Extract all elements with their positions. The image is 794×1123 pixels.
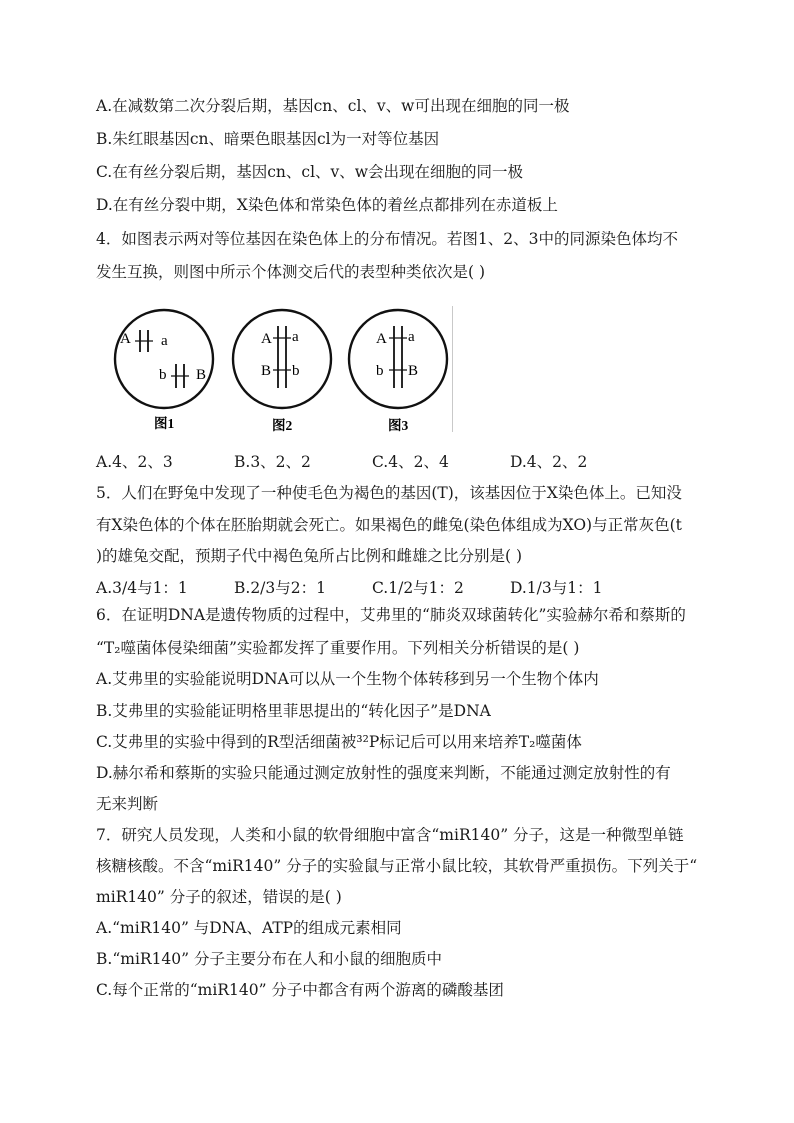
figure-3 [349,310,447,433]
fig1-caption: 图1 [154,416,175,431]
fig3-label-b: b [376,363,384,379]
q4-option-d: D.4、2、2 [510,453,588,471]
q7-stem-line-2: 核糖核酸。不含“miR140” 分子的实验鼠与正常小鼠比较，其软骨严重损伤。下列关于“ [96,857,698,875]
fig3-caption: 图3 [388,418,409,433]
q7-option-a: A.“miR140” 与DNA、ATP的组成元素相同 [96,919,402,937]
q6-stem-line-2: “T₂噬菌体侵染细菌”实验都发挥了重要作用。下列相关分析错误的是( ) [96,639,580,657]
fig2-caption: 图2 [272,418,293,433]
q6-option-d-line-2: 无来判断 [96,795,159,813]
q4-stem-line-1: 4．如图表示两对等位基因在染色体上的分布情况。若图1、2、3中的同源染色体均不 [96,230,678,248]
q3-option-c: C.在有丝分裂后期，基因cn、cl、v、w会出现在细胞的同一极 [96,163,524,181]
fig1-label-A: A [120,331,131,347]
q3-option-d: D.在有丝分裂中期，X染色体和常染色体的着丝点都排列在赤道板上 [96,196,558,214]
q7-stem-line-3: miR140” 分子的叙述，错误的是( ) [96,888,342,906]
q5-option-b: B.2/3与2：1 [234,579,326,597]
fig3-label-B: B [408,363,419,379]
q6-option-b: B.艾弗里的实验能证明格里菲思提出的“转化因子”是DNA [96,702,491,720]
fig2-label-A: A [261,331,272,347]
fig2-label-B: B [261,363,272,379]
q4-option-b: B.3、2、2 [234,453,311,471]
fig3-label-a: a [408,329,415,345]
q6-stem-line-1: 6．在证明DNA是遗传物质的过程中，艾弗里的“肺炎双球菌转化”实验赫尔希和蔡斯的 [96,606,686,624]
chromosome-figures [110,304,450,434]
q3-option-b: B.朱红眼基因cn、暗栗色眼基因cl为一对等位基因 [96,130,440,148]
q4-option-c: C.4、2、4 [372,453,449,471]
figure-2 [233,310,331,433]
figure-1 [115,310,213,431]
q5-option-d: D.1/3与1：1 [510,579,603,597]
q3-option-a: A.在减数第二次分裂后期，基因cn、cl、v、w可出现在细胞的同一极 [96,97,570,115]
q6-option-c: C.艾弗里的实验中得到的R型活细菌被³²P标记后可以用来培养T₂噬菌体 [96,733,582,751]
q5-options [96,576,706,598]
q7-option-c: C.每个正常的“miR140” 分子中都含有两个游离的磷酸基团 [96,981,504,999]
fig2-label-b: b [292,363,300,379]
q4-options [96,450,706,472]
fig1-label-a: a [161,333,168,349]
q5-option-a: A.3/4与1：1 [96,579,188,597]
fig1-label-B: B [196,367,207,383]
q7-option-b: B.“miR140” 分子主要分布在人和小鼠的细胞质中 [96,950,443,968]
q4-stem-line-2: 发生互换，则图中所示个体测交后代的表型种类依次是( ) [96,263,486,281]
q6-option-d-line-1: D.赫尔希和蔡斯的实验只能通过测定放射性的强度来判断，不能通过测定放射性的有 [96,764,671,782]
q6-option-a: A.艾弗里的实验能说明DNA可以从一个生物个体转移到另一个生物个体内 [96,670,599,688]
fig2-label-a: a [292,329,299,345]
figure-divider-line [452,306,453,432]
q7-stem-line-1: 7．研究人员发现，人类和小鼠的软骨细胞中富含“miR140” 分子，这是一种微型单链 [96,826,684,844]
q5-stem-line-1: 5．人们在野兔中发现了一种使毛色为褐色的基因(T)，该基因位于X染色体上。已知没 [96,484,682,502]
fig1-label-b: b [159,367,167,383]
q5-stem-line-3: )的雄兔交配，预期子代中褐色兔所占比例和雌雄之比分别是( ) [96,547,523,565]
q5-option-c: C.1/2与1：2 [372,579,464,597]
q4-option-a: A.4、2、3 [96,453,173,471]
fig3-label-A: A [376,331,387,347]
q5-stem-line-2: 有X染色体的个体在胚胎期就会死亡。如果褐色的雌兔(染色体组成为XO)与正常灰色(t [96,516,682,534]
